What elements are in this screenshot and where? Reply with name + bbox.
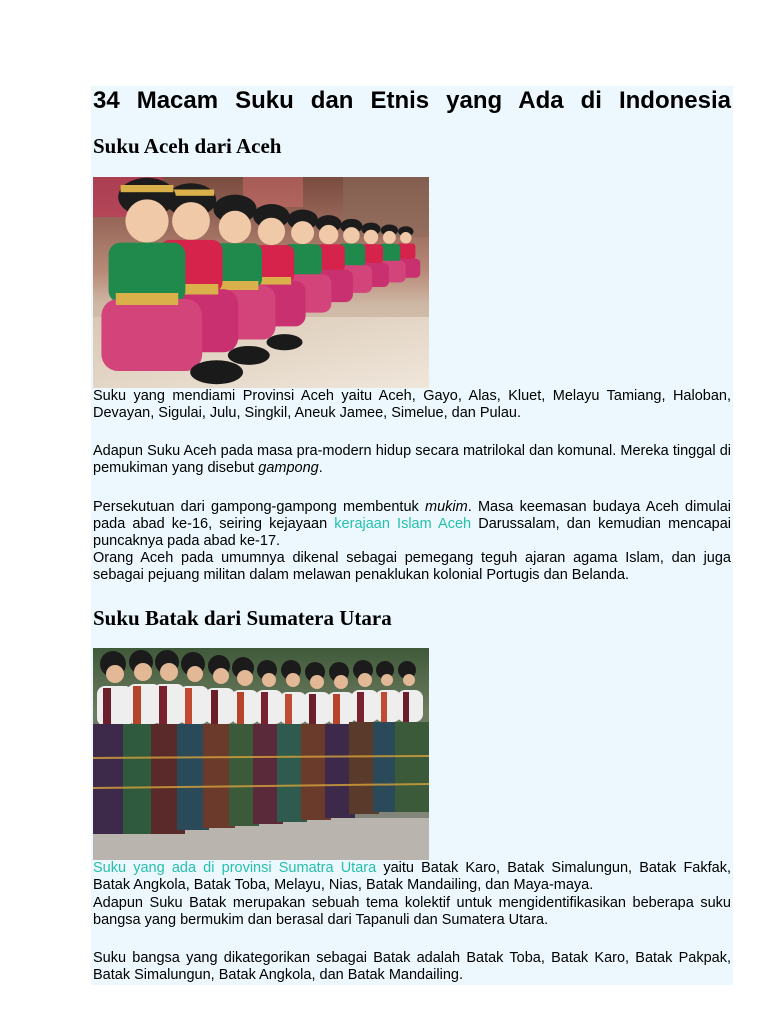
mukim-term: mukim xyxy=(425,499,468,515)
gampong-term: gampong xyxy=(258,460,319,476)
batak-paragraph-3: Suku bangsa yang dikategorikan sebagai Batak adalah Batak Toba, Batak Karo, Batak Pakpak, Batak Simalungun, Batak Angkola, dan Batak Mandailing. xyxy=(93,950,731,983)
aceh-paragraph-3 xyxy=(93,499,731,550)
aceh-paragraph-4: Orang Aceh pada umumnya dikenal sebagai pemegang teguh ajaran agama Islam, dan juga sebagai pejuang militan dalam melawan penaklukan kolonial Portugis dan Belanda. xyxy=(93,550,731,583)
aceh-paragraph-1: Suku yang mendiami Provinsi Aceh yaitu Aceh, Gayo, Alas, Kluet, Melayu Tamiang, Haloban, Devayan, Sigulai, Julu, Singkil, Aneuk Jamee, Simelue, dan Pulau. xyxy=(93,388,731,421)
aceh-paragraph-2-end: . xyxy=(318,460,323,476)
aceh-dancers-photo xyxy=(93,177,429,388)
batak-dancers-photo xyxy=(93,648,429,860)
aceh-paragraph-3-text: Persekutuan dari gampong-gampong membentuk xyxy=(93,499,426,515)
section-heading-batak: Suku Batak dari Sumatera Utara xyxy=(93,606,392,630)
batak-paragraph-1-text: yaitu Batak Karo, Batak Simalungun, Batak Fakfak, Batak Angkola, Batak Toba, Melayu, Nias, Batak Mandailing, dan Maya-maya. xyxy=(93,860,731,893)
aceh-paragraph-3-mid: . Masa keemasan budaya Aceh dimulai pada abad ke-16, seiring kejayaan xyxy=(93,499,731,532)
section-heading-aceh: Suku Aceh dari Aceh xyxy=(93,134,282,158)
sumatra-utara-link[interactable]: Suku yang ada di provinsi Sumatra Utara xyxy=(93,860,377,876)
aceh-paragraph-2 xyxy=(93,443,731,477)
aceh-paragraph-2-text: Adapun Suku Aceh pada masa pra-modern hidup secara matrilokal dan komunal. Mereka tinggal di pemukiman yang disebut xyxy=(93,443,731,476)
batak-paragraph-1 xyxy=(93,860,731,894)
kerajaan-islam-aceh-link[interactable]: kerajaan Islam Aceh xyxy=(334,516,472,532)
batak-paragraph-2: Adapun Suku Batak merupakan sebuah tema kolektif untuk mengidentifikasikan beberapa suku bangsa yang bermukim dan berasal dari Tapanuli dan Sumatera Utara. xyxy=(93,895,731,928)
aceh-paragraph-3-end: Darussalam, dan kemudian mencapai puncaknya pada abad ke-17. xyxy=(93,516,732,549)
page-title: 34 Macam Suku dan Etnis yang Ada di Indonesia xyxy=(93,87,731,114)
